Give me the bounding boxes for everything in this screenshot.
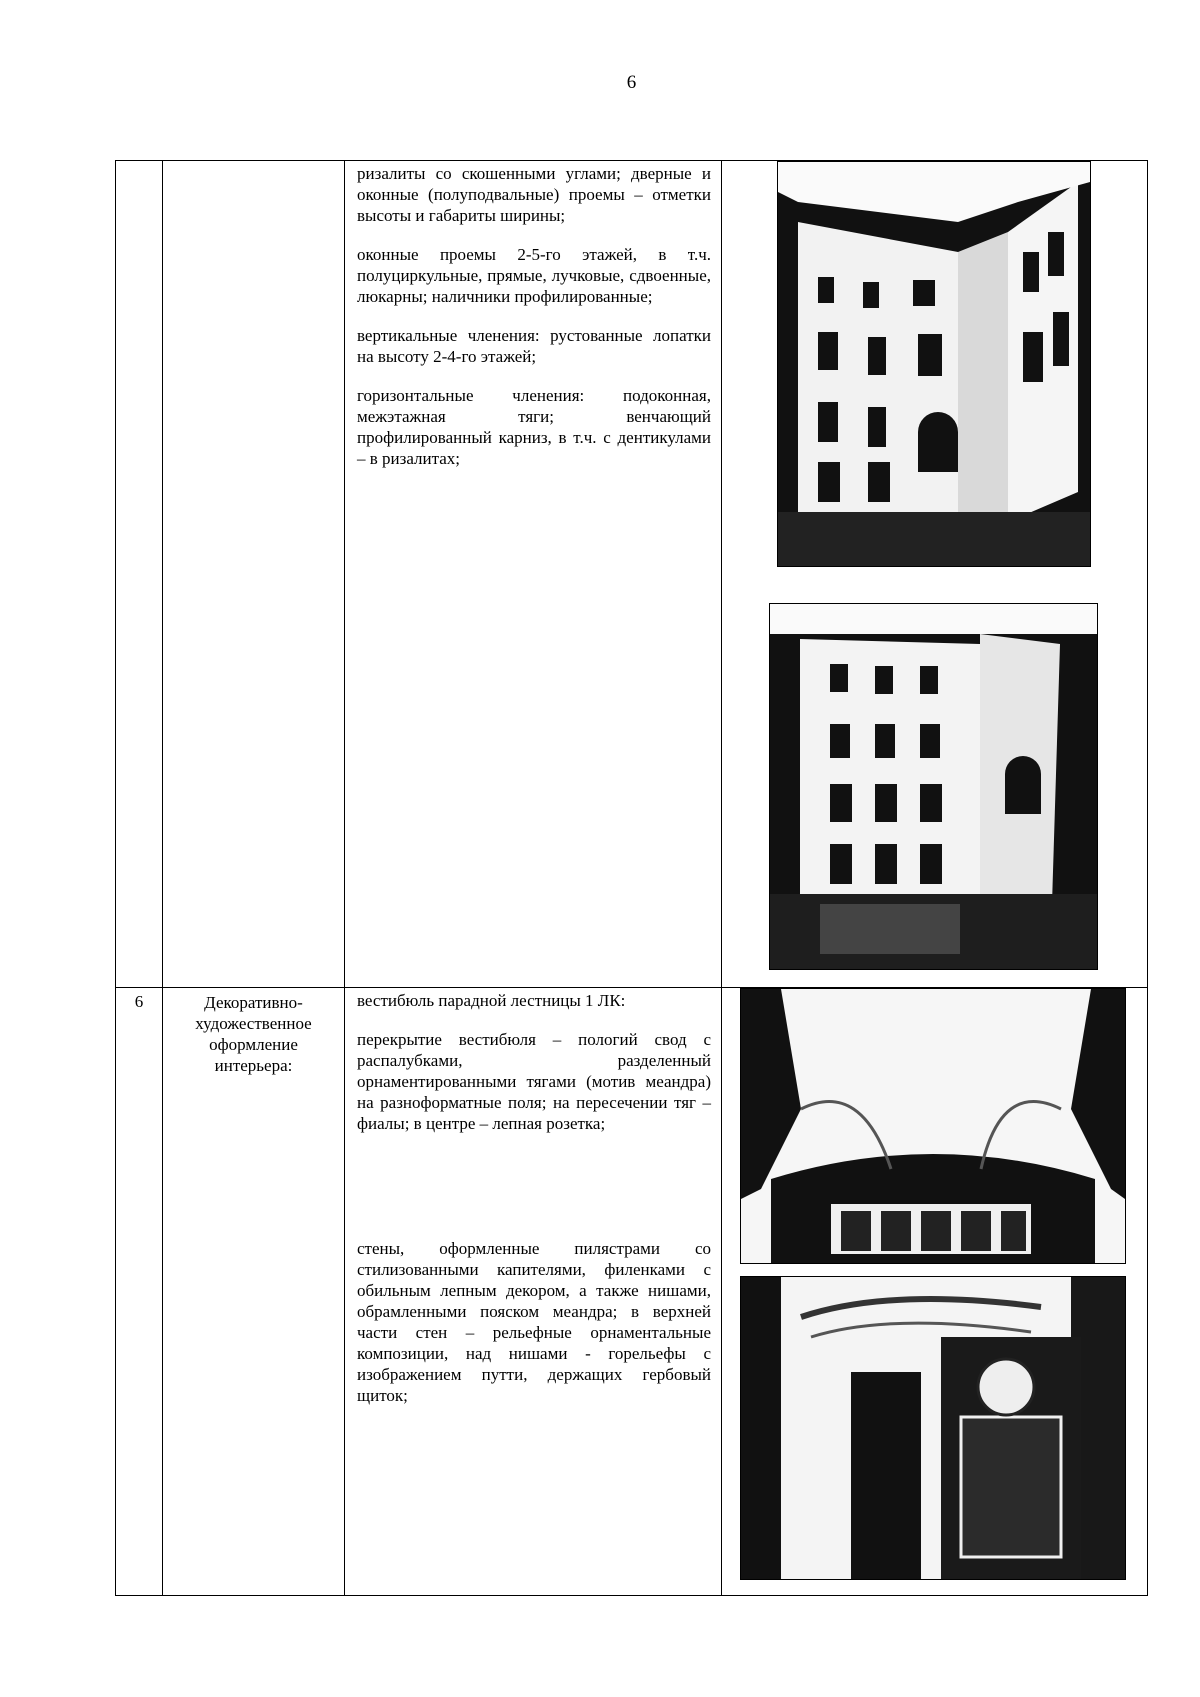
row-description-cell (345, 988, 722, 1596)
description-paragraph: стены, оформленные пилястрами со стилизованными капителями, филенками с обильным лепным декором, а также нишами, обрамленными пояском меандра; в верхней части стен – рельефные орнаментальные композиции, над нишами - горельефы с изображением путти, держащих гербовый щиток; (357, 1239, 711, 1405)
heritage-elements-table (115, 160, 1148, 1596)
row-number-cell (116, 161, 163, 988)
row-photo-cell (722, 161, 1148, 988)
vestibule-wall-photo (740, 1276, 1126, 1580)
description-paragraph: перекрытие вестибюля – пологий свод с распалубками, разделенный орнаментированными тягами (мотив меандра) на разноформатные поля; на пересечении тяг – фиалы; в центре – лепная розетка; (357, 1030, 711, 1133)
page-number: 6 (626, 72, 637, 93)
table-row (116, 988, 1148, 1596)
row-number-cell: 6 (116, 988, 163, 1596)
description-paragraph: оконные проемы 2-5-го этажей, в т.ч. полуциркульные, прямые, лучковые, сдвоенные, люкарны; наличники профилированные; (357, 245, 711, 306)
description-paragraph: вертикальные членения: рустованные лопатки на высоту 2-4-го этажей; (357, 326, 711, 366)
row-name-cell (163, 161, 345, 988)
description-paragraph: горизонтальные членения: подоконная, межэтажная тяги; венчающий профилированный карниз, в т.ч. с дентикулами – в ризалитах; (357, 386, 711, 468)
row-photo-cell (722, 988, 1148, 1596)
vestibule-vault-photo (740, 988, 1126, 1264)
street-facade-photo (769, 603, 1098, 970)
description-paragraph: вестибюль парадной лестницы 1 ЛК: (357, 991, 626, 1010)
description-paragraph: ризалиты со скошенными углами; дверные и оконные (полуподвальные) проемы – отметки высоты и габариты ширины; (357, 164, 711, 225)
table-row (116, 161, 1148, 988)
courtyard-facade-photo (777, 161, 1091, 567)
row-description-cell (345, 161, 722, 988)
row-name-cell: Декоративно-художественное оформление интерьера: (163, 988, 345, 1596)
